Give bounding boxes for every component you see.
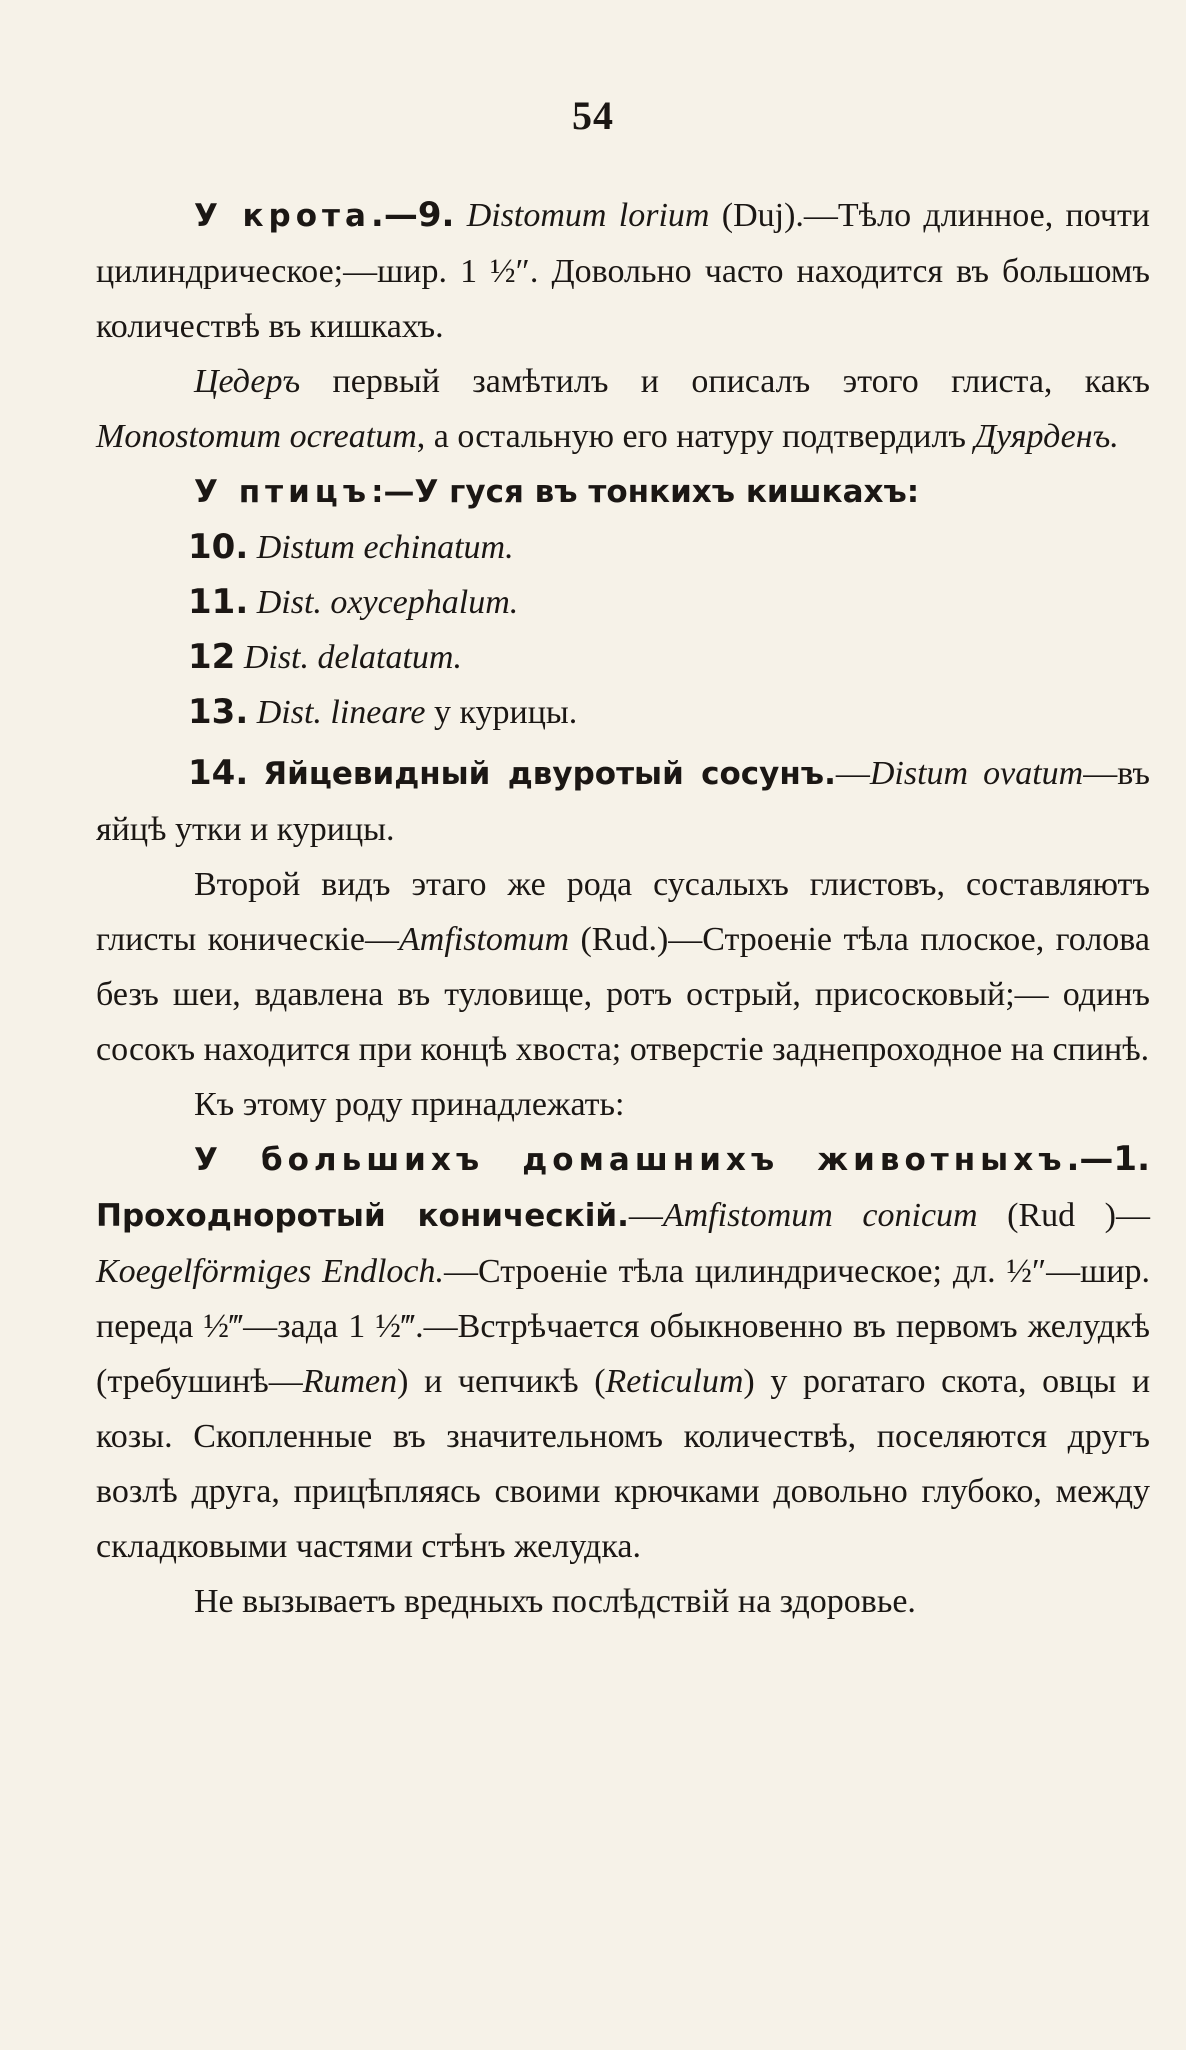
list-item [188,520,1150,575]
latin-name: Distomum lorium [466,197,710,234]
paragraph-belongs [96,1077,1150,1132]
author-name: Дуярденъ. [974,418,1119,455]
latin-name: Reticulum [605,1363,744,1400]
entry-number-1: .—1. [1066,1139,1150,1179]
entry-number-9: .—9. [370,195,455,235]
author-name: Цедеръ [194,363,301,400]
latin-name: Amfistomum conicum [662,1197,978,1234]
entry-number-14: 14. [188,753,249,793]
latin-name: Distum echinatum. [256,529,514,566]
latin-name: Dist. delatatum. [243,639,462,676]
paragraph-birds [96,464,1150,520]
paragraph-text: (Rud.)—Строеніе тѣла плоское, голова безъ шеи, вдавлена въ туловище, ротъ острый, присосковый;— одинъ сосокъ находится при концѣ хвоста; отверстіе заднепроходное на спинѣ. [96,921,1150,1068]
page-number: 54 [572,93,614,138]
section-lead-birds: У птицъ [194,474,372,510]
paragraph-large-animals [96,1132,1150,1574]
paragraph-zeder [96,354,1150,464]
latin-name: Monostomum ocreatum [96,418,417,455]
paragraph-amfistomum [96,857,1150,1077]
latin-name: Dist. oxycephalum. [256,584,519,621]
list-item [188,685,1150,740]
page-body [96,188,1150,1629]
paragraph-text: первый замѣтилъ и описалъ этого глиста, какъ [300,363,1150,400]
dash: — [628,1197,663,1234]
latin-name: Distum ovatum [869,755,1084,792]
latin-name: Rumen [302,1363,398,1400]
latin-name: Dist. lineare [256,694,426,731]
paragraph-text: :—У гуся въ тонкихъ кишкахъ: [371,474,920,510]
list-tail: у курицы. [425,694,578,731]
species-name: Проходноротый коническій. [96,1198,629,1234]
entry-number: 10. [188,527,249,567]
list-item [188,630,1150,685]
author-abbrev: (Duj). [709,197,804,234]
paragraph-text: —Тѣло длинное, почти цилиндрическое;—шир. 1 ½″. Довольно часто находится въ большомъ количествѣ въ кишкахъ. [96,197,1151,345]
list-item [188,575,1150,630]
paragraph-text: , а остальную его натуру подтвердилъ [416,418,975,455]
species-name: Яйцевидный двуротый сосунъ. [263,756,836,792]
entry-number: 11. [188,582,249,622]
paragraph-text: ) и чепчикѣ ( [397,1363,606,1400]
author-abbrev: (Rud )— [977,1197,1151,1234]
paragraph-text: Не вызываетъ вредныхъ послѣдствій на здоровье. [194,1583,916,1620]
section-lead-mole: У крота [194,198,371,234]
entry-number: 13. [188,692,249,732]
paragraph-text: —Строеніе тѣла цилиндрическое; дл. ½″—шир. передa ½‴—зада 1 ½‴.—Встрѣчается обыкновенно въ первомъ желудкѣ (требушинѣ— [96,1253,1150,1400]
paragraph-text: —въ яйцѣ утки и курицы. [96,755,1151,848]
paragraph-text: Къ этому роду принадлежать: [194,1086,625,1123]
paragraph-text: ) у рогатаго скота, овцы и козы. Скопленные въ значительномъ количествѣ, поселяются другъ возлѣ друга, прицѣпляясь своими крючками довольно глубоко, между складковыми частями стѣнъ желудка. [96,1363,1151,1565]
section-lead-large-animals: У большихъ домашнихъ животныхъ [194,1142,1067,1178]
paragraph-health [96,1574,1150,1629]
dash: — [835,755,870,792]
paragraph-text: Второй видъ этаго же рода сусалыхъ глистовъ, составляютъ глисты коническіе— [96,866,1150,958]
paragraph-mole [96,188,1150,354]
german-name: Koegelförmiges Endloch. [96,1253,444,1290]
entry-number: 12 [188,637,236,677]
paragraph-ovatum [96,746,1150,857]
latin-name: Amfistomum [399,921,569,958]
